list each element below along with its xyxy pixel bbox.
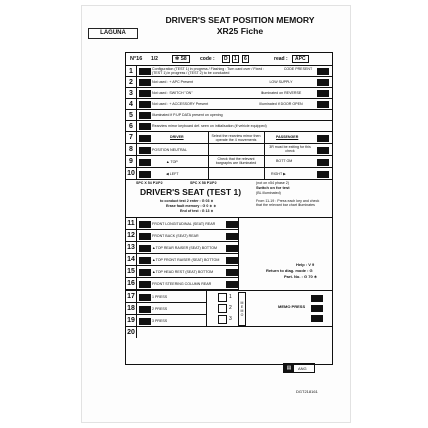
divider — [264, 132, 265, 179]
row-text: ▲ TOP — [166, 160, 178, 164]
row-4 — [126, 99, 332, 110]
code-digit-3: 6 — [244, 56, 247, 62]
fiche-header — [126, 53, 332, 66]
bargraph-icon — [139, 257, 151, 264]
row-text: 2 PRESS — [152, 307, 168, 311]
row-text: FRONT LONGITUDINAL (SEAT) REAR — [152, 222, 216, 226]
memo-number-3: 3 — [229, 316, 232, 322]
read-label: read : — [274, 56, 288, 62]
vehicle-label: LAGUNA — [88, 28, 138, 39]
divider — [206, 290, 207, 326]
row-right-text: Illuminated on REVERSE — [260, 91, 302, 95]
row-number: 19 — [126, 315, 137, 326]
bargraph-icon — [139, 112, 151, 119]
row-1 — [126, 66, 332, 77]
help-code: Help : V 9 — [296, 262, 315, 267]
section-title: DRIVER'S SEAT (TEST 1) — [140, 187, 242, 197]
bargraph-icon — [317, 135, 329, 142]
bargraph-icon — [139, 294, 151, 301]
bargraph-icon — [139, 90, 151, 97]
code-digit-2: 1 — [234, 56, 237, 62]
s-code: ✻ S8 — [172, 55, 190, 63]
language-tag — [283, 363, 315, 373]
divider — [238, 217, 239, 290]
bargraph-icon — [139, 245, 151, 252]
bargraph-icon — [139, 233, 151, 240]
row-right-text: RIGHT ▶ — [271, 172, 286, 176]
row-text: 3 PRESS — [152, 319, 168, 323]
title-line-1: DRIVER'S SEAT POSITION MEMORY — [165, 15, 315, 25]
bargraph-icon — [139, 221, 151, 228]
bargraph-icon — [226, 233, 238, 240]
bargraph-icon — [139, 159, 151, 166]
row-14 — [126, 254, 238, 266]
bargraph-icon — [311, 295, 323, 302]
row-5 — [126, 110, 332, 121]
bargraph-icon — [317, 171, 329, 178]
row-right-text: 3R must be exiting for this check — [269, 145, 311, 154]
side-note: (not on x54 phase 2) — [256, 181, 289, 185]
fiche-page: 1/2 — [151, 56, 158, 62]
divider — [126, 179, 332, 180]
bargraph-icon — [311, 305, 323, 312]
memo-box-1 — [218, 293, 227, 302]
memo-switch: MEMO — [238, 292, 246, 326]
document-code: DGT218161 — [296, 389, 318, 394]
bargraph-icon — [311, 315, 323, 322]
row-3 — [126, 88, 332, 99]
divider — [208, 132, 209, 179]
part-number-code: Part. No. : G 70 ∗ — [284, 274, 318, 279]
title-line-2: XR25 Fiche — [216, 26, 264, 36]
bargraph-icon — [139, 68, 151, 75]
bargraph-icon — [226, 257, 238, 264]
row-number: 1 — [126, 66, 137, 76]
bargraph-icon — [139, 171, 151, 178]
language-code: ANG — [298, 366, 307, 371]
row-right-text: PASSENGER — [276, 135, 299, 139]
row-number: 3 — [126, 88, 137, 98]
arrow-up-icon: ▲ — [152, 246, 156, 250]
row-number: 16 — [126, 278, 137, 289]
row-text: Configuration (TEST 1) in progress / Flashing : Turn card over / Fixed : (TEST 1) in progress / (TEST 2) to be conducted — [152, 67, 265, 76]
fiche-table — [125, 52, 333, 365]
row-text: Not used : SWITCH "ON" — [152, 91, 193, 95]
row-text: FRONT STEERING COLUMN REAR — [152, 282, 212, 286]
row-text: Illuminated if P.UP DATA present on opening — [152, 113, 223, 117]
row-number: 20 — [126, 327, 137, 338]
row-number: 18 — [126, 303, 137, 314]
row-right-text: Illuminated if DOOR OPEN — [259, 102, 303, 106]
from-note: From 11-19 : Press each key and check that the relevant bar chart illuminates — [256, 199, 320, 208]
row-number: 14 — [126, 254, 137, 265]
diag-mode-code: Return to diag. mode : G — [266, 268, 313, 273]
row-right-text: BOTT OM — [276, 159, 293, 163]
row-6 — [126, 121, 332, 132]
fiche-icon: ▤ — [284, 364, 294, 372]
row-number: 5 — [126, 110, 137, 120]
row-13 — [126, 242, 238, 254]
bargraph-icon — [226, 245, 238, 252]
s-code-icon: ✻ — [175, 56, 180, 62]
row-number: 7 — [126, 132, 137, 143]
bargraph-icon — [317, 90, 329, 97]
row-text: Not used : + APC Present — [152, 80, 194, 84]
row-right-text: LOW SUPPLY — [269, 80, 293, 84]
bargraph-icon — [226, 281, 238, 288]
bargraph-icon — [226, 221, 238, 228]
bargraph-icon — [139, 147, 151, 154]
row-15 — [126, 266, 238, 278]
row-2 — [126, 77, 332, 88]
bargraph-icon — [317, 68, 329, 75]
memo-number-1: 1 — [229, 294, 232, 300]
row-text: ▲TOP REAR RAISER (SEAT) BOTTOM — [152, 246, 217, 250]
bargraph-icon — [317, 101, 329, 108]
bargraph-icon — [139, 269, 151, 276]
row-20 — [126, 327, 332, 338]
switch-on-sub: (BL illuminated) — [256, 191, 281, 195]
end-of-test: End of test : G 13 ∗ — [180, 209, 214, 213]
arrow-up-icon: ▲ — [166, 160, 171, 164]
row-text: Rearview mirror keyboard def. seen on initialisation (if vehicle equipped) — [152, 124, 267, 128]
row-16 — [126, 278, 238, 290]
bargraph-instruction: Check that the relevant bargraphs are illuminated — [215, 157, 257, 166]
conduct-test-2: to conduct test 2 enter : G 03 ∗ — [160, 199, 214, 203]
row-number: 4 — [126, 99, 137, 109]
bargraph-icon — [139, 281, 151, 288]
row-number: 8 — [126, 144, 137, 155]
memo-number-2: 2 — [229, 305, 232, 311]
row-number: 12 — [126, 230, 137, 241]
arrow-right-icon: ▶ — [282, 172, 286, 176]
memo-press-label: MEMO PRESS — [278, 304, 306, 309]
arrow-up-icon: ▲ — [152, 258, 156, 262]
switch-on-note: Switch on for test — [256, 185, 290, 190]
row-11 — [126, 218, 238, 230]
code-digit-1: D — [224, 56, 228, 62]
code-label: code : — [200, 56, 215, 62]
arrow-left-icon: ◀ — [166, 172, 170, 176]
erase-fault-memory: Erase fault memory : G 0 ∗ ∗ — [166, 204, 217, 208]
mirror-instruction: Select the rearview mirror then operate the 4 movements — [211, 134, 261, 143]
bargraph-icon — [139, 101, 151, 108]
row-text: Not used : + ACCESSORY Present — [152, 102, 209, 106]
row-number: 17 — [126, 291, 137, 302]
memo-box-3 — [218, 315, 227, 324]
row-text: ▲TOP FRONT RAISER (SEAT) BOTTOM — [152, 258, 220, 262]
memo-box-2 — [218, 304, 227, 313]
bargraph-icon — [139, 123, 151, 130]
row-8 — [126, 144, 332, 156]
row-number: 2 — [126, 77, 137, 87]
row-text: ▲TOP HEAD REST (SEAT) BOTTOM — [152, 270, 214, 274]
row-number: 15 — [126, 266, 137, 277]
bargraph-icon — [317, 79, 329, 86]
fiche-number: N°16 — [130, 56, 143, 62]
page-title — [140, 15, 340, 37]
row-number: 10 — [126, 168, 137, 179]
bargraph-icon — [139, 79, 151, 86]
read-value: APC — [292, 55, 309, 63]
bargraph-icon — [226, 269, 238, 276]
row-text: 1 PRESS — [152, 295, 168, 299]
row-number: 9 — [126, 156, 137, 167]
row-text: DRIVER — [170, 135, 184, 139]
row-right-text: CODE PRESENT — [283, 67, 313, 71]
ref-right: SPC X 58 P1/P2 — [190, 181, 217, 185]
row-12 — [126, 230, 238, 242]
row-text: FRONT BACK (SEAT) REAR — [152, 234, 199, 238]
bargraph-icon — [317, 147, 329, 154]
row-number: 13 — [126, 242, 137, 253]
arrow-up-icon: ▲ — [152, 270, 156, 274]
row-text: POSITION NEUTRAL — [152, 148, 187, 152]
bargraph-icon — [317, 159, 329, 166]
row-number: 6 — [126, 121, 137, 131]
bargraph-icon — [139, 318, 151, 325]
row-text: ◀ LEFT — [166, 172, 179, 176]
ref-left: SPC X 54 P1/P2 — [136, 181, 163, 185]
bargraph-icon — [139, 135, 151, 142]
row-number: 11 — [126, 218, 137, 229]
bargraph-icon — [139, 306, 151, 313]
